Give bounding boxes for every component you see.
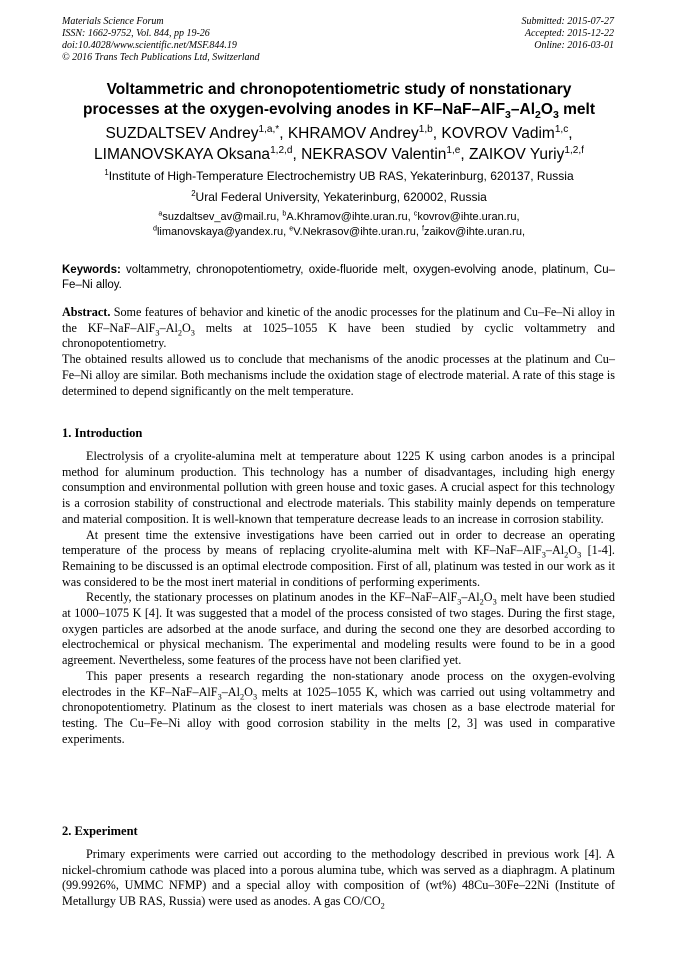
journal-name: Materials Science Forum [62, 16, 164, 27]
paper-title [50, 80, 628, 120]
author-list [50, 123, 628, 165]
affiliation-2: $^2$Ural Federal University, Yekaterinburg, 620002, Russia [191, 189, 487, 204]
abstract [62, 305, 615, 399]
paragraph: At present time the extensive investigations have been carried out in order to decrease an operating temperature of the process by means of replacing cryolite-alumina melt with $KF-NaF-AlF_3-Al_2O_3$ [1-4]. Remaining to be discussed is an optimal electrode composition. First of all, platinum was tested in our work as it was considered to be the most inert material in conditions of performing experiments. [62, 527, 615, 589]
keywords-label: Keywords: [62, 264, 121, 276]
author-name: ZAIKOV Yuriy [469, 146, 565, 163]
paragraph: Electrolysis of a cryolite-alumina melt at temperature about 1225 K using carbon anodes is a principal method for aluminum production. This technology has a number of disadvantages, including high energy consumption and environmental pollution with green house and toxic gases. A crucial aspect for this technology is a corrosion stability of constructional and electrode materials. This stability mainly depends on temperature and material composition. It is well-known that temperature decrease leads to an increase in corrosion stability. [62, 449, 615, 526]
paragraph: Recently, the stationary processes on platinum anodes in the $KF-NaF-AlF_3-Al_2O_3$ melt have been studied at 1000–1075 K [4]. It was suggested that a model of the process consisted of two stages. During the first stage, oxygen particles are adsorbed at the anode surface, and during the second one they are desorbed according to electrochemical or physical mechanism. The experimental and modeling results were found to be in a good agreement. Nevertheless, some features of the process have not been clarified yet. [62, 590, 615, 668]
doi-line[interactable]: doi:10.4028/www.scientific.net/MSF.844.19 [62, 40, 237, 51]
paragraph: Primary experiments were carried out according to the methodology described in previous work [4]. A nickel-chromium cathode was placed into a porous alumina tube, which was served as a diaphragm. A platinum (99.9926%, UMMC NFMP) and a special alloy with composition of (wt%) 48Cu–30Fe–22Ni (Institute of Metallurgy UB RAS, Russia) were used as anodes. A gas $CO/CO_2$ [62, 847, 615, 911]
abstract-paragraph-1: Abstract. Some features of behavior and kinetic of the anodic processes for the platinum and Cu–Fe–Ni alloy in the $KF-NaF-AlF_3-Al_2O_3$ melts at 1025–1055 K have been studied by cyclic voltammetry and chronopotentiometry. [62, 305, 615, 351]
section-heading-introduction: 1. Introduction [62, 426, 143, 440]
keywords-text: voltammetry, chronopotentiometry, oxide-fluoride melt, oxygen-evolving anode, platinum, Cu–Fe–Ni alloy. [62, 264, 615, 291]
keywords [62, 263, 615, 293]
experiment-body [62, 847, 615, 910]
abstract-paragraph-2: The obtained results allowed us to conclude that mechanisms of the anodic processes at the platinum and Cu–Fe–Ni alloy are similar. Both mechanisms include the oxidation stage of electrode material. A rate of this stage is determined to depend significantly on the melt temperature. [62, 352, 615, 398]
author-name: SUZDALTSEV Andrey [105, 125, 259, 142]
author-name: LIMANOVSKAYA Oksana [94, 146, 271, 163]
introduction-body [62, 449, 615, 747]
email-line-2: $^d$limanovskaya@yandex.ru, $^e$V.Nekrasov@ihte.uran.ru, $^f$zaikov@ihte.uran.ru, [152, 224, 525, 238]
email-link[interactable]: kovrov@ihte.uran.ru, [417, 211, 520, 223]
author-line-2: LIMANOVSKAYA Oksana$^{1,2,d}$, NEKRASOV Valentin$^{1,e}$, ZAIKOV Yuriy$^{1,2,f}$ [94, 144, 584, 163]
abstract-label: Abstract. [62, 305, 111, 319]
email-list [60, 210, 618, 240]
email-link[interactable]: zaikov@ihte.uran.ru, [423, 226, 525, 238]
email-link[interactable]: A.Khramov@ihte.uran.ru, [286, 211, 414, 223]
title-line-2: processes at the oxygen-evolving anodes in $KF-NaF-AlF_3-Al_2O_3$ melt [82, 101, 595, 122]
section-heading-experiment: 2. Experiment [62, 824, 138, 838]
author-name: NEKRASOV Valentin [301, 146, 447, 163]
paragraph: This paper presents a research regarding the non-stationary anode process on the oxygen-evolving electrodes in the $KF-NaF-AlF_3-Al_2O_3$ melts at 1025–1055 K, which was carried out using voltammetry and chronopotentiometry. Platinum as the closest to inert materials was chosen as a base electrode material for testing. The Cu–Fe–Ni alloy with good corrosion stability in the melts [2, 3] was used in comparative experiments. [62, 668, 615, 746]
publication-dates [522, 16, 615, 52]
author-name: KOVROV Vadim [441, 125, 555, 142]
author-name: KHRAMOV Andrey [287, 125, 419, 142]
online-date: Online: 2016-03-01 [534, 40, 614, 51]
email-line-1: $^a$suzdaltsev_av@mail.ru, $^b$A.Khramov@ihte.uran.ru, $^c$kovrov@ihte.uran.ru, [158, 209, 520, 223]
email-link[interactable]: suzdaltsev_av@mail.ru, [162, 211, 283, 223]
publication-info [62, 16, 260, 64]
affiliation-1: $^1$Institute of High-Temperature Electrochemistry UB RAS, Yekaterinburg, 620137, Russia [104, 168, 574, 183]
email-link[interactable]: limanovskaya@yandex.ru, [156, 226, 290, 238]
submitted-date: Submitted: 2015-07-27 [521, 16, 614, 27]
email-link[interactable]: V.Nekrasov@ihte.uran.ru, [293, 226, 422, 238]
title-line-1: Voltammetric and chronopotentiometric study of nonstationary [106, 81, 572, 98]
author-line-1: SUZDALTSEV Andrey$^{1,a,*}$, KHRAMOV Andrey$^{1,b}$, KOVROV Vadim$^{1,c}$, [105, 123, 573, 142]
issn-line: ISSN: 1662-9752, Vol. 844, pp 19-26 [62, 28, 210, 39]
copyright-line: © 2016 Trans Tech Publications Ltd, Switzerland [62, 52, 260, 63]
accepted-date: Accepted: 2015-12-22 [524, 28, 614, 39]
